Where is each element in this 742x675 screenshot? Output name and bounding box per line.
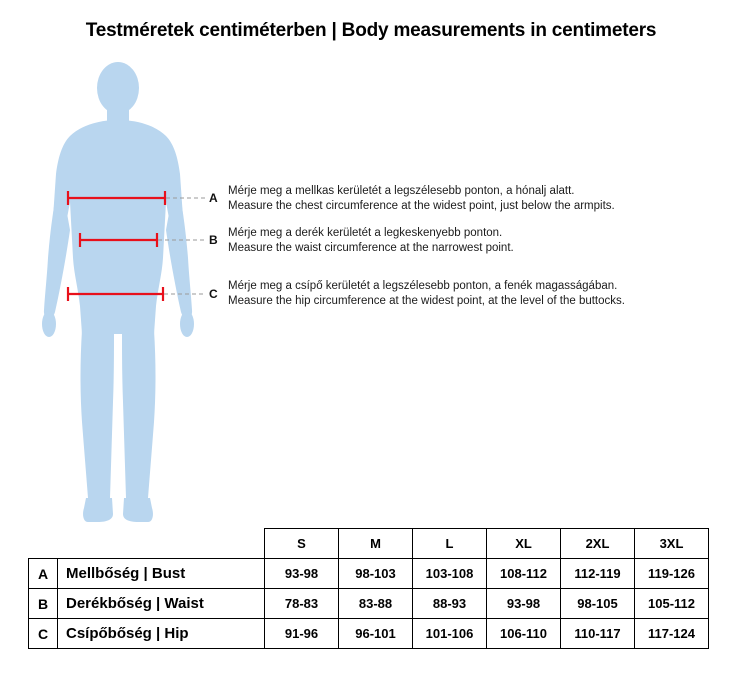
cell-hip-l: 101-106 [413, 619, 487, 649]
cell-bust-m: 98-103 [339, 559, 413, 589]
cell-hip-m: 96-101 [339, 619, 413, 649]
table-corner-label [58, 529, 265, 559]
cell-bust-3xl: 119-126 [635, 559, 709, 589]
cell-hip-xl: 106-110 [487, 619, 561, 649]
cell-bust-2xl: 112-119 [561, 559, 635, 589]
annotation-text-b [228, 226, 514, 256]
cell-waist-l: 88-93 [413, 589, 487, 619]
body-silhouette [18, 62, 218, 532]
annotation-c-hu: Mérje meg a csípő kerületét a legszélesebb ponton, a fenék magasságában. [228, 280, 618, 292]
annotation-text-a [228, 184, 615, 214]
table-row [29, 559, 709, 589]
column-header-l: L [413, 529, 487, 559]
cell-hip-3xl: 117-124 [635, 619, 709, 649]
cell-bust-l: 103-108 [413, 559, 487, 589]
annotation-b-hu: Mérje meg a derék kerületét a legkeskenyebb ponton. [228, 227, 503, 239]
row-label-waist: Derékbőség | Waist [58, 589, 265, 619]
column-header-xl: XL [487, 529, 561, 559]
table-row [29, 589, 709, 619]
annotation-text-c [228, 279, 625, 309]
annotation-letter-a: A [209, 191, 218, 205]
table-row [29, 619, 709, 649]
cell-bust-s: 93-98 [265, 559, 339, 589]
cell-waist-3xl: 105-112 [635, 589, 709, 619]
column-header-m: M [339, 529, 413, 559]
page-title: Testméretek centiméterben | Body measurements in centimeters [85, 20, 657, 41]
annotation-a-hu: Mérje meg a mellkas kerületét a legszélesebb ponton, a hónalj alatt. [228, 185, 575, 197]
cell-waist-xl: 93-98 [487, 589, 561, 619]
cell-waist-s: 78-83 [265, 589, 339, 619]
row-label-bust: Mellbőség | Bust [58, 559, 265, 589]
cell-hip-s: 91-96 [265, 619, 339, 649]
table-header-row [29, 529, 709, 559]
annotation-letter-c: C [209, 287, 218, 301]
annotation-a-en: Measure the chest circumference at the widest point, just below the armpits. [228, 200, 615, 212]
size-table [28, 528, 709, 649]
column-header-2xl: 2XL [561, 529, 635, 559]
row-letter-c: C [29, 619, 58, 649]
row-letter-b: B [29, 589, 58, 619]
cell-hip-2xl: 110-117 [561, 619, 635, 649]
row-letter-a: A [29, 559, 58, 589]
column-header-s: S [265, 529, 339, 559]
row-label-hip: Csípőbőség | Hip [58, 619, 265, 649]
cell-bust-xl: 108-112 [487, 559, 561, 589]
annotation-letter-b: B [209, 233, 218, 247]
cell-waist-2xl: 98-105 [561, 589, 635, 619]
column-header-3xl: 3XL [635, 529, 709, 559]
annotation-b-en: Measure the waist circumference at the narrowest point. [228, 242, 514, 254]
table-corner-letter [29, 529, 58, 559]
annotation-c-en: Measure the hip circumference at the widest point, at the level of the buttocks. [228, 295, 625, 307]
cell-waist-m: 83-88 [339, 589, 413, 619]
